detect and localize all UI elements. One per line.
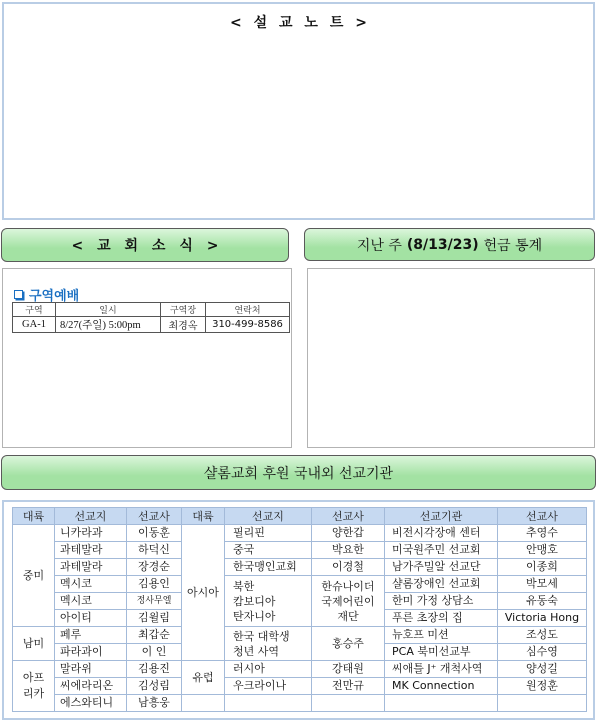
missionary-line: 한슈나이더: [321, 579, 375, 593]
continent-cell: [13, 661, 55, 712]
church-news-header: [1, 228, 289, 262]
field-cell: 과테말라: [55, 559, 127, 576]
organization-cell: 푸른 초장의 집: [385, 610, 498, 627]
organization-cell: 남가주밀알 선교단: [385, 559, 498, 576]
continent-cell: 중미: [13, 525, 55, 627]
missionary-cell: 이 인: [127, 644, 182, 661]
col-header-field: 선교지: [55, 508, 127, 525]
empty-cell: [225, 695, 312, 712]
missionary-cell: 김성림: [127, 678, 182, 695]
offering-title-date: (8/13/23): [406, 236, 479, 253]
organization-cell: PCA 북미선교부: [385, 644, 498, 661]
organization-cell: 한미 가정 상담소: [385, 593, 498, 610]
missionary-cell: 남흥웅: [127, 695, 182, 712]
col-header-leader: 구역장: [161, 303, 206, 317]
col-header-organization: 선교기관: [385, 508, 498, 525]
missionary-cell: 유동숙: [498, 593, 587, 610]
organization-cell: 샬롬장애인 선교회: [385, 576, 498, 593]
field-cell: 페루: [55, 627, 127, 644]
col-header-field: 선교지: [225, 508, 312, 525]
missionary-cell: 이종희: [498, 559, 587, 576]
missionary-cell: 박모세: [498, 576, 587, 593]
church-news-title: < 교 회 소 식 >: [71, 238, 219, 254]
continent-label: 아프리카: [22, 671, 45, 700]
col-header-continent: 대륙: [13, 508, 55, 525]
table-row: [13, 661, 587, 678]
offering-title-suffix: 헌금 통계: [483, 237, 543, 254]
field-line: 청년 사역: [233, 644, 280, 658]
col-header-missionary: 선교사: [312, 508, 385, 525]
cell-group-leader: 최경옥: [161, 317, 206, 333]
offering-stats-panel: [307, 268, 595, 448]
empty-cell: [385, 695, 498, 712]
table-row: [13, 678, 587, 695]
field-cell: [225, 576, 312, 627]
organization-cell: MK Connection: [385, 678, 498, 695]
missionary-cell: 박요한: [312, 542, 385, 559]
field-line: 탄자니아: [233, 609, 276, 623]
missionary-cell: 전만규: [312, 678, 385, 695]
col-header-group: 구역: [13, 303, 56, 317]
field-cell: 니카라과: [55, 525, 127, 542]
missionary-cell: 이경철: [312, 559, 385, 576]
missionary-cell: 조성도: [498, 627, 587, 644]
table-row: [13, 525, 587, 542]
organization-cell: 미국원주민 선교회: [385, 542, 498, 559]
field-cell: 아이티: [55, 610, 127, 627]
field-cell: 멕시코: [55, 593, 127, 610]
missionary-cell: 홍승주: [312, 627, 385, 661]
field-line: 북한: [233, 579, 255, 593]
col-header-phone: 연락처: [206, 303, 290, 317]
organization-cell: 비전시각장애 센터: [385, 525, 498, 542]
missionary-cell: 이동훈: [127, 525, 182, 542]
col-header-missionary: 선교사: [498, 508, 587, 525]
field-cell: 씨에라리온: [55, 678, 127, 695]
table-row: [13, 695, 587, 712]
organization-cell: 씨애틀 J⁺ 개척사역: [385, 661, 498, 678]
field-cell: 멕시코: [55, 576, 127, 593]
sermon-notes-panel: [2, 2, 595, 220]
missions-title: 샬롬교회 후원 국내외 선교기관: [203, 465, 394, 482]
field-line: 캄보디아: [233, 594, 276, 608]
checkbox-square-icon: [14, 290, 23, 299]
empty-cell: [312, 695, 385, 712]
missionary-cell: 장경순: [127, 559, 182, 576]
field-cell: [225, 627, 312, 661]
field-cell: 말라위: [55, 661, 127, 678]
col-header-datetime: 일시: [56, 303, 161, 317]
missions-header: [1, 455, 596, 490]
continent-cell: 아시아: [182, 525, 225, 661]
missionary-cell: 김용인: [127, 576, 182, 593]
cell-group-header-row: [13, 303, 290, 317]
cell-group-id: GA-1: [13, 317, 56, 333]
table-row: [13, 317, 290, 333]
missions-table: [12, 507, 587, 712]
missionary-cell: 하덕신: [127, 542, 182, 559]
sermon-notes-title: < 설 교 노 트 >: [230, 15, 367, 31]
table-row: [13, 627, 587, 644]
missionary-cell: 최갑순: [127, 627, 182, 644]
field-cell: 에스와티니: [55, 695, 127, 712]
missionary-cell: 양성길: [498, 661, 587, 678]
missionary-cell: 원정훈: [498, 678, 587, 695]
organization-cell: 뉴호프 미션: [385, 627, 498, 644]
missionary-cell: 추영수: [498, 525, 587, 542]
missionary-line: 재단: [337, 609, 359, 623]
field-cell: 러시아: [225, 661, 312, 678]
continent-cell: 유럽: [182, 661, 225, 695]
field-cell: 한국맹인교회: [225, 559, 312, 576]
table-row: [13, 576, 587, 593]
field-cell: 과테말라: [55, 542, 127, 559]
cell-group-datetime: 8/27(주일) 5:00pm: [56, 317, 161, 333]
field-cell: 파라과이: [55, 644, 127, 661]
field-line: 한국 대학생: [233, 629, 290, 643]
missionary-cell: 안맹호: [498, 542, 587, 559]
missionary-line: 국제어린이: [321, 594, 375, 608]
field-cell: 우크라이나: [225, 678, 312, 695]
missionary-cell: [312, 576, 385, 627]
missionary-cell: 양한갑: [312, 525, 385, 542]
field-cell: 필리핀: [225, 525, 312, 542]
cell-group-phone: 310-499-8586: [206, 317, 290, 333]
missions-header-row: [13, 508, 587, 525]
continent-cell: 남미: [13, 627, 55, 661]
empty-cell: [498, 695, 587, 712]
missionary-cell: 김용진: [127, 661, 182, 678]
offering-title-prefix: 지난 주: [356, 237, 402, 254]
field-cell: 중국: [225, 542, 312, 559]
missionary-cell: 심수영: [498, 644, 587, 661]
missionary-cell: 김윌림: [127, 610, 182, 627]
cell-group-title: 구역예배: [29, 289, 80, 304]
table-row: [13, 542, 587, 559]
col-header-continent: 대륙: [182, 508, 225, 525]
empty-cell: [182, 695, 225, 712]
offering-stats-header: [304, 228, 595, 261]
cell-group-table: [12, 302, 290, 333]
missionary-cell: 정사무엘: [127, 593, 182, 610]
missionary-cell: Victoria Hong: [498, 610, 587, 627]
missionary-cell: 강태원: [312, 661, 385, 678]
table-row: [13, 559, 587, 576]
col-header-missionary: 선교사: [127, 508, 182, 525]
